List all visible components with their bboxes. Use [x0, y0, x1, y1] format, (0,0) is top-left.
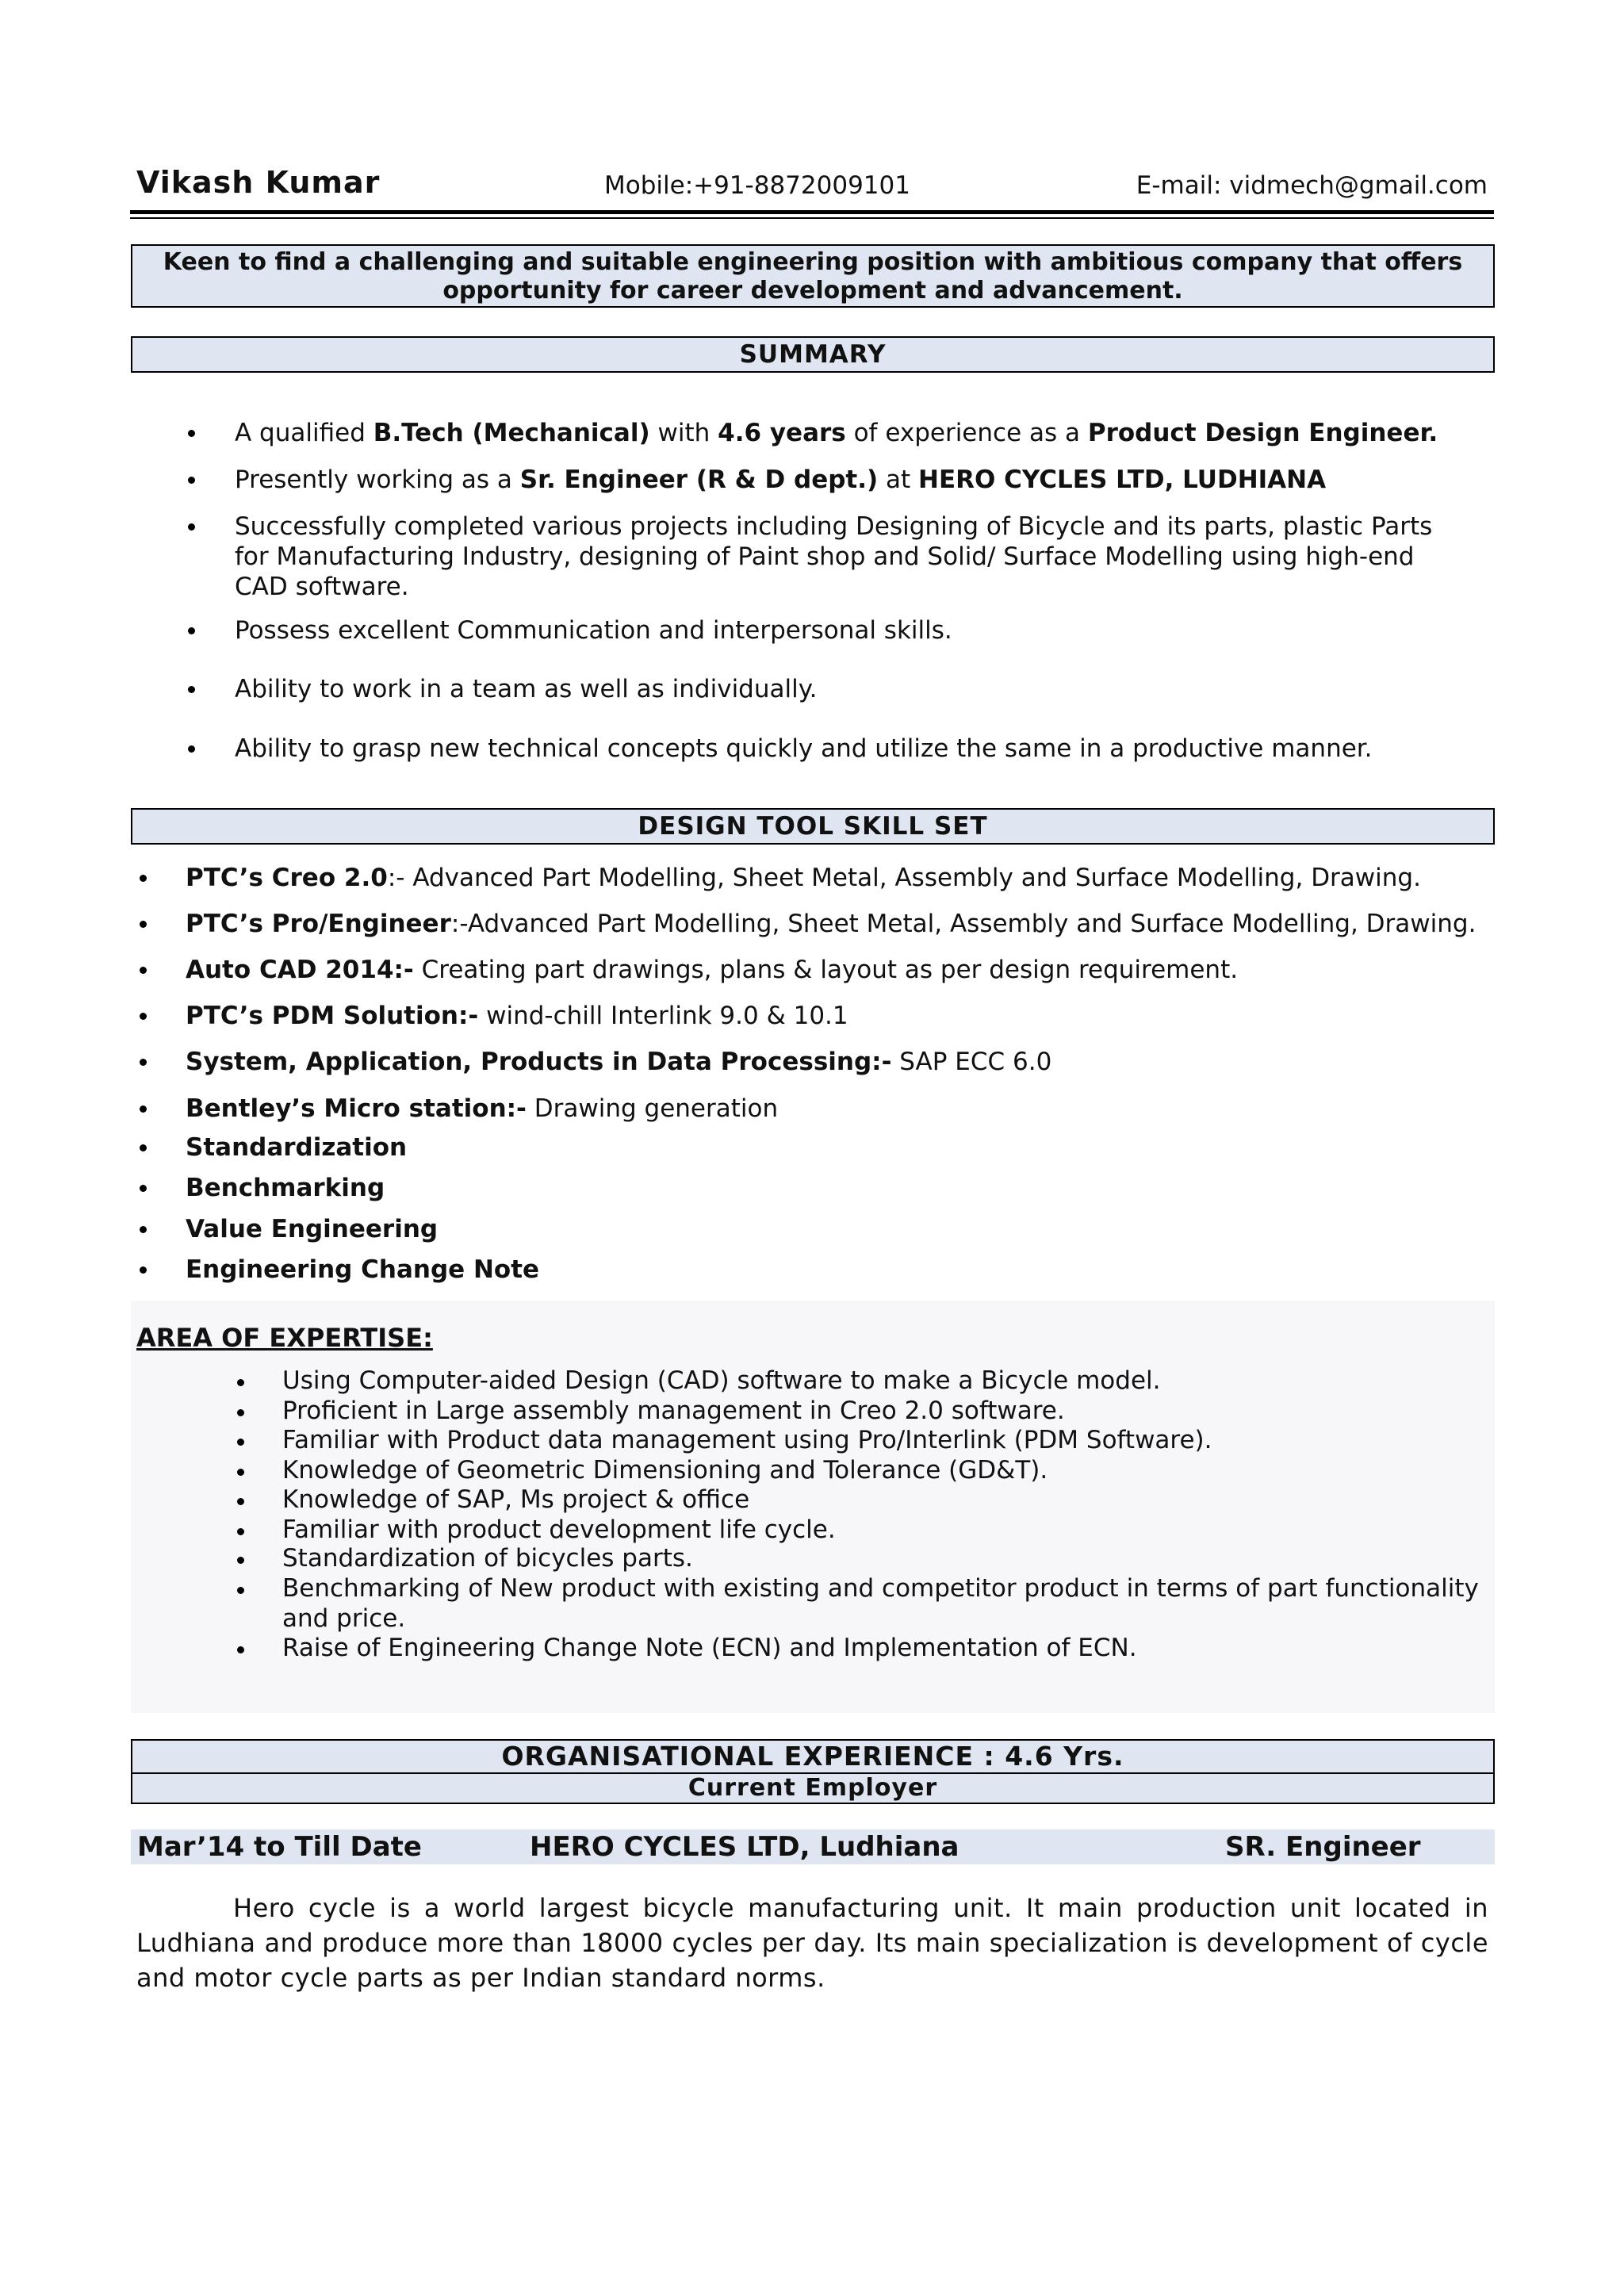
bullet-icon	[237, 1409, 244, 1416]
expertise-item: Familiar with product development life cycle.	[282, 1515, 836, 1544]
bullet-icon	[140, 1013, 147, 1020]
bullet-icon	[140, 875, 147, 882]
skill-item: PTC’s PDM Solution:- wind-chill Interlink 9.0 & 10.1	[186, 1002, 848, 1030]
header-divider-thin	[130, 217, 1494, 219]
bullet-icon	[140, 1144, 147, 1151]
skill-item: Bentley’s Micro station:- Drawing generation	[186, 1094, 779, 1123]
expertise-item: Proficient in Large assembly management in Creo 2.0 software.	[282, 1397, 1065, 1425]
expertise-item: Knowledge of SAP, Ms project & office	[282, 1485, 750, 1514]
bullet-icon	[237, 1528, 244, 1535]
skill-item: System, Application, Products in Data Processing:- SAP ECC 6.0	[186, 1048, 1052, 1076]
skill-item: PTC’s Creo 2.0:- Advanced Part Modelling, Sheet Metal, Assembly and Surface Modelling, Drawing.	[186, 864, 1421, 892]
skill-item: Engineering Change Note	[186, 1255, 540, 1284]
skill-item: Benchmarking	[186, 1174, 385, 1202]
email-address: E-mail: vidmech@gmail.com	[1136, 171, 1488, 200]
bullet-icon	[140, 921, 147, 928]
skill-item: Standardization	[186, 1133, 408, 1162]
bullet-icon	[237, 1498, 244, 1505]
mobile-number: Mobile:+91-8872009101	[604, 171, 910, 200]
skill-item: Auto CAD 2014:- Creating part drawings, plans & layout as per design requirement.	[186, 956, 1239, 984]
current-employer-heading: Current Employer	[131, 1772, 1495, 1804]
bullet-icon	[188, 745, 195, 753]
bullet-icon	[237, 1439, 244, 1446]
company-description: Hero cycle is a world largest bicycle manufacturing unit. It main production unit located in Ludhiana and produce more than 18000 cycles per day. Its main specialization is development of cycle and motor cycle parts as per Indian standard norms.	[136, 1893, 1488, 1993]
expertise-item: Knowledge of Geometric Dimensioning and Tolerance (GD&T).	[282, 1456, 1048, 1485]
header-divider	[130, 210, 1494, 214]
job-company: HERO CYCLES LTD, Ludhiana	[530, 1831, 959, 1863]
job-row	[131, 1829, 1495, 1864]
objective-statement: Keen to find a challenging and suitable engineering position with ambitious company that offers opportunity for career development and advancement.	[131, 244, 1495, 308]
bullet-icon	[188, 686, 195, 693]
summary-item: Presently working as a Sr. Engineer (R & D dept.) at HERO CYCLES LTD, LUDHIANA	[235, 466, 1327, 494]
bullet-icon	[140, 1105, 147, 1113]
bullet-icon	[237, 1646, 244, 1653]
bullet-icon	[237, 1469, 244, 1476]
expertise-item: Familiar with Product data management using Pro/Interlink (PDM Software).	[282, 1426, 1212, 1454]
summary-item: Possess excellent Communication and interpersonal skills.	[235, 616, 952, 645]
summary-item: A qualified B.Tech (Mechanical) with 4.6 years of experience as a Product Design Engineer.	[235, 419, 1438, 447]
bullet-icon	[188, 477, 195, 484]
skill-item: PTC’s Pro/Engineer:-Advanced Part Modelling, Sheet Metal, Assembly and Surface Modelling, Drawing.	[186, 910, 1477, 938]
summary-item: Ability to work in a team as well as individually.	[235, 675, 818, 703]
job-role: SR. Engineer	[1225, 1831, 1421, 1863]
bullet-icon	[237, 1557, 244, 1564]
bullet-icon	[237, 1379, 244, 1386]
summary-heading: SUMMARY	[131, 336, 1495, 373]
expertise-item: Using Computer-aided Design (CAD) software to make a Bicycle model.	[282, 1366, 1161, 1395]
bullet-icon	[140, 1266, 147, 1274]
bullet-icon	[140, 1059, 147, 1066]
skills-heading: DESIGN TOOL SKILL SET	[131, 808, 1495, 845]
job-period: Mar’14 to Till Date	[137, 1831, 422, 1863]
expertise-item: Raise of Engineering Change Note (ECN) and Implementation of ECN.	[282, 1634, 1137, 1662]
bullet-icon	[140, 1185, 147, 1192]
candidate-name: Vikash Kumar	[136, 165, 381, 200]
bullet-icon	[237, 1587, 244, 1594]
bullet-icon	[188, 430, 195, 437]
expertise-heading: AREA OF EXPERTISE:	[136, 1323, 433, 1353]
summary-item: Successfully completed various projects including Designing of Bicycle and its parts, plastic Parts for Manufacturing Industry, designing of Paint shop and Solid/ Surface Modelling using high-end CAD software.	[235, 512, 1433, 601]
expertise-item: Standardization of bicycles parts.	[282, 1544, 693, 1573]
experience-heading: ORGANISATIONAL EXPERIENCE : 4.6 Yrs.	[131, 1739, 1495, 1774]
header	[136, 165, 1488, 206]
bullet-icon	[140, 967, 147, 974]
summary-item: Ability to grasp new technical concepts quickly and utilize the same in a productive manner.	[235, 734, 1373, 763]
skill-item: Value Engineering	[186, 1215, 439, 1243]
bullet-icon	[188, 523, 195, 531]
bullet-icon	[188, 627, 195, 634]
bullet-icon	[140, 1226, 147, 1233]
expertise-item: Benchmarking of New product with existing and competitor product in terms of part functionality and price.	[282, 1574, 1479, 1633]
